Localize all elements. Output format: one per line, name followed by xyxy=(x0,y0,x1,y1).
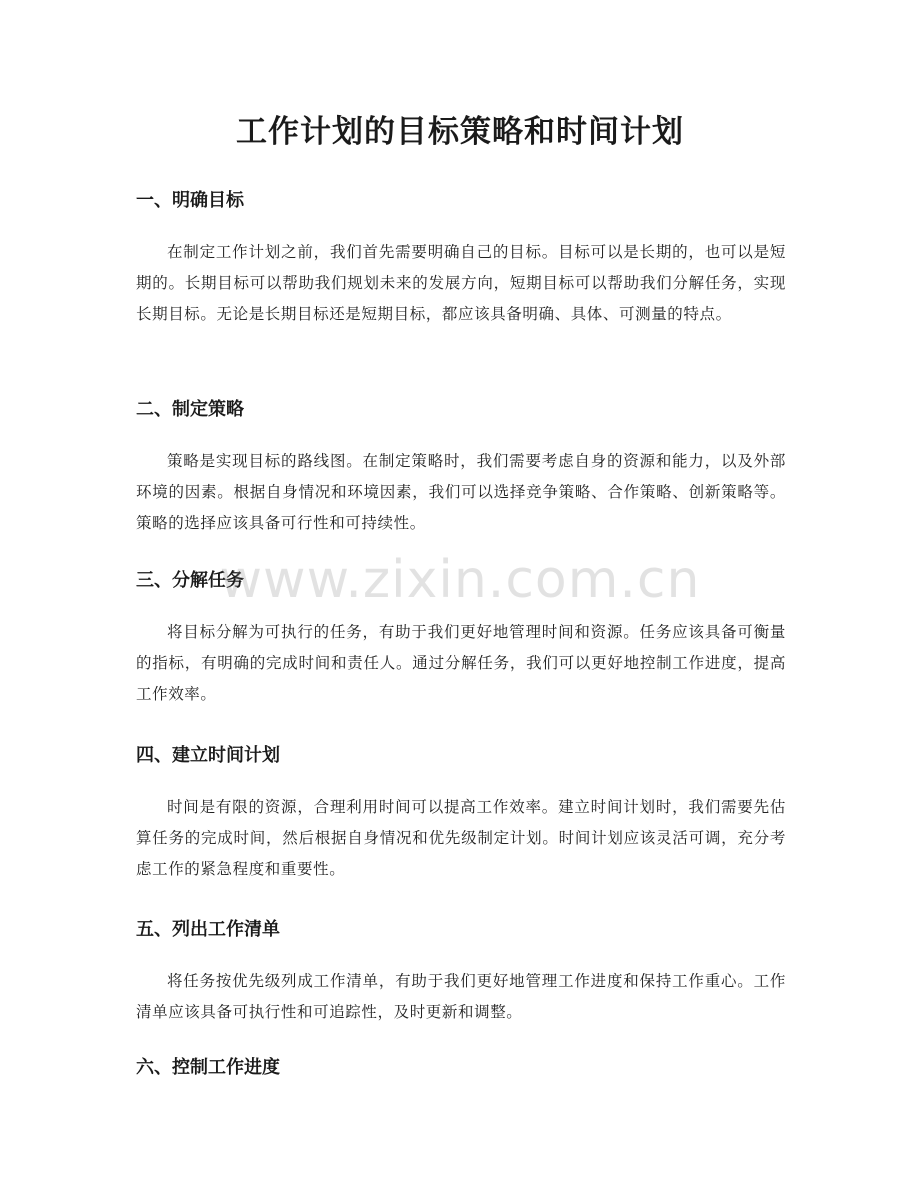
section-heading: 四、建立时间计划 xyxy=(136,745,280,766)
document-title: 工作计划的目标策略和时间计划 xyxy=(236,114,684,150)
section-break-down-tasks xyxy=(136,568,786,710)
section-time-plan xyxy=(136,743,786,885)
section-clarify-goals xyxy=(136,188,786,330)
section-heading: 五、列出工作清单 xyxy=(136,919,280,940)
section-paragraph: 将目标分解为可执行的任务，有助于我们更好地管理时间和资源。任务应该具备可衡量的指标，有明确的完成时间和责任人。通过分解任务，我们可以更好地控制工作进度，提高工作效率。 xyxy=(136,623,786,703)
section-paragraph: 策略是实现目标的路线图。在制定策略时，我们需要考虑自身的资源和能力，以及外部环境的因素。根据自身情况和环境因素，我们可以选择竞争策略、合作策略、创新策略等。策略的选择应该具备可行性和可持续性。 xyxy=(136,452,786,532)
section-heading: 一、明确目标 xyxy=(136,190,244,211)
section-heading: 三、分解任务 xyxy=(136,570,244,591)
section-control-progress xyxy=(136,1055,786,1081)
section-paragraph: 时间是有限的资源，合理利用时间可以提高工作效率。建立时间计划时，我们需要先估算任务的完成时间，然后根据自身情况和优先级制定计划。时间计划应该灵活可调，充分考虑工作的紧急程度和重要性。 xyxy=(136,798,786,878)
section-paragraph: 在制定工作计划之前，我们首先需要明确自己的目标。目标可以是长期的，也可以是短期的。长期目标可以帮助我们规划未来的发展方向，短期目标可以帮助我们分解任务，实现长期目标。无论是长期目标还是短期目标，都应该具备明确、具体、可测量的特点。 xyxy=(136,243,786,323)
section-make-strategy xyxy=(136,397,786,539)
watermark: www.zixin.com.cn xyxy=(219,550,701,610)
section-heading: 六、控制工作进度 xyxy=(136,1057,280,1078)
section-paragraph: 将任务按优先级列成工作清单，有助于我们更好地管理工作进度和保持工作重心。工作清单应该具备可执行性和可追踪性，及时更新和调整。 xyxy=(136,972,786,1021)
section-work-list xyxy=(136,917,786,1028)
section-heading: 二、制定策略 xyxy=(136,399,244,420)
